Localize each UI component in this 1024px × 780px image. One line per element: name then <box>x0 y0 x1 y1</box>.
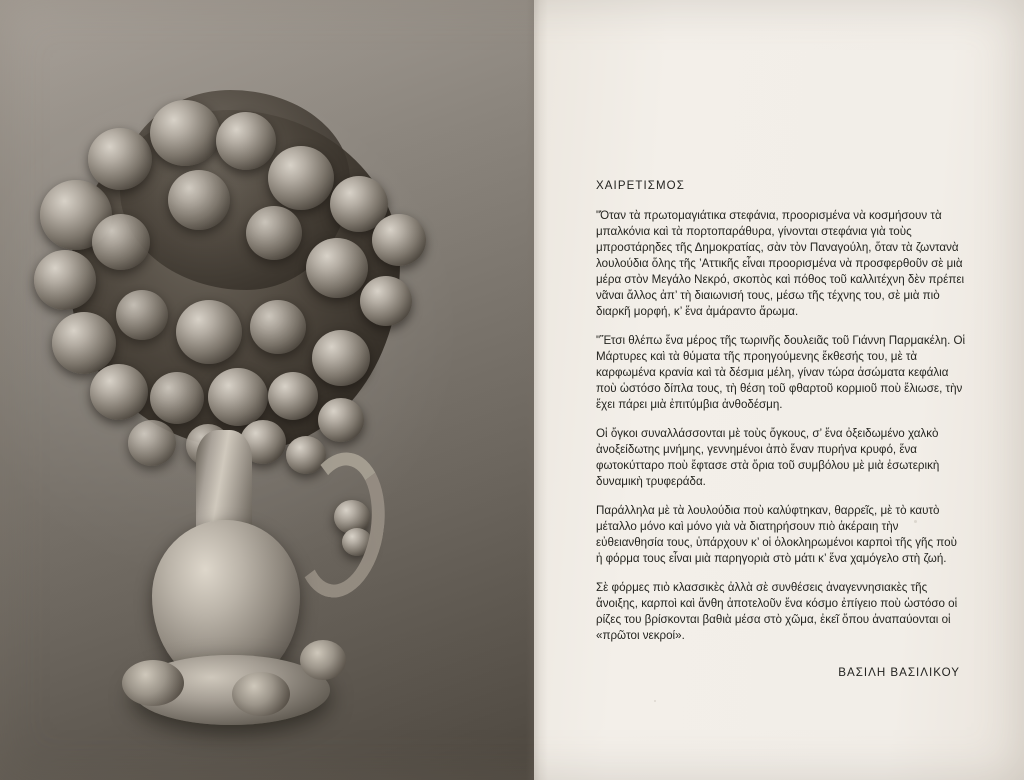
right-page <box>534 0 1024 780</box>
text-column <box>596 180 966 679</box>
fruit-blob <box>88 128 152 190</box>
fruit-blob <box>216 112 276 170</box>
vase-foot-lobe <box>232 672 290 716</box>
fruit-blob <box>176 300 242 364</box>
fruit-blob <box>312 330 370 386</box>
body-paragraph: Παράλληλα μὲ τὰ λουλούδια ποὺ καλύφτηκαν, θαρρεῖς, μὲ τὸ καυτὸ μέταλλο μόνο καὶ μόνο γιὰ νὰ διατηρήσουν πιὸ ἀκέραιη τὴν εὐθειανθησία τους, ὑπάρχουν κ’ οἱ ὁλοκληρωμένοι καρποὶ τῆς γῆς ποὺ ἡ φόρμα τους εἶναι μιὰ παρηγοριὰ στὸ μάτι κ’ ἕνα χαμόγελο στὴ ζωή. <box>596 504 957 565</box>
fruit-blob <box>268 146 334 210</box>
paper-speck <box>654 700 656 702</box>
fruit-blob <box>318 398 364 442</box>
vase-foot-lobe <box>300 640 346 680</box>
body-paragraph: "Όταν τὰ πρωτομαγιάτικα στεφάνια, προορισμένα νὰ κοσμήσουν τὰ μπαλκόνια καὶ τὰ πορτοπαράθυρα, γίνονται στεφάνια γιὰ τοὺς μπροστάρηδες τῆς Δημοκρατίας, σὰν τὸν Παναγούλη, ὅταν τὰ ζωντανὰ λουλούδια ὅλης τῆς ’Αττικῆς εἶναι προορισμένα νὰ προσφερθοῦν σὲ μιὰ μέρα στὸν Μεγάλο Νεκρό, σκοπὸς καὶ πόθος τοῦ καλλιτέχνη δὲν πρέπει νᾶναι ἄλλος ἀπ’ τὴ διαιωνισή τους, μέσω τῆς τέχνης του, σὲ μιὰ πιὸ διαρκῆ μορφή, κ’ ἕνα ἀμάραντο ἄρωμα. <box>596 209 965 318</box>
body-paragraph: "Ἔτσι θλέπω ἕνα μέρος τῆς τωρινῆς δουλειᾶς τοῦ Γιάννη Παρμακέλη. Οἱ Μάρτυρες καὶ τὰ θύματα τῆς προηγούμενης ἔκθεσής του, μὲ τὰ καρφωμένα κρανία καὶ τὰ δέσμια μέλη, γίναν τώρα ἀσώματα κεφάλια ποὺ ὡστόσο δίπλα τους, τὴ θέση τοῦ φθαρτοῦ κορμιοῦ ποὺ ἔλιωσε, τὴν ἔχει πάρει μιὰ ἐπιτύμβια ἀνθοδέσμη. <box>596 334 966 411</box>
fruit-blob <box>268 372 318 420</box>
fruit-blob <box>92 214 150 270</box>
body-paragraph: Σὲ φόρμες πιὸ κλασσικὲς ἀλλὰ σὲ συνθέσεις ἀναγεννησιακὲς τῆς ἄνοιξης, καρποὶ καὶ ἄνθη ἀποτελοῦν ἕνα κόσμο ἐπίγειο ποὺ ὡστόσο οἱ ρίζες του βρίσκονται βαθιὰ μέσα στὸ χῶμα, ἐκεῖ ὅπου ἀναπαύονται οἱ «πρῶτοι νεκροί». <box>596 581 958 642</box>
fruit-blob <box>306 238 368 298</box>
fruit-blob <box>150 100 220 166</box>
fruit-blob <box>116 290 168 340</box>
fruit-blob <box>372 214 426 266</box>
fruit-blob <box>246 206 302 260</box>
fruit-blob <box>90 364 148 420</box>
fruit-blob <box>150 372 204 424</box>
fruit-blob <box>34 250 96 310</box>
body-paragraph: Οἱ ὄγκοι συναλλάσσονται μὲ τοὺς ὄγκους, σ’ ἕνα ὀξειδωμένο χαλκὸ ἀνοξείδωτης μνήμης, γεννημένοι ἀπὸ ἕναν πυρήνα κρυφό, ἕνα φωτοκύτταρο ποὺ ἔφτασε στὰ ὅρια τοῦ συμβόλου μὲ μιὰ ἐσωτερικὴ δυναμικὴ τρυφεράδα. <box>596 427 940 488</box>
fruit-blob <box>208 368 268 426</box>
fruit-blob <box>360 276 412 326</box>
section-heading: ΧΑΙΡΕΤΙΣΜΟΣ <box>596 180 685 192</box>
fruit-blob <box>128 420 176 466</box>
author-signature: ΒΑΣΙΛΗ ΒΑΣΙΛΙΚΟΥ <box>838 666 960 679</box>
fruit-blob <box>168 170 230 230</box>
vase-foot-lobe <box>122 660 184 706</box>
fruit-blob <box>52 312 116 374</box>
fruit-blob <box>250 300 306 354</box>
